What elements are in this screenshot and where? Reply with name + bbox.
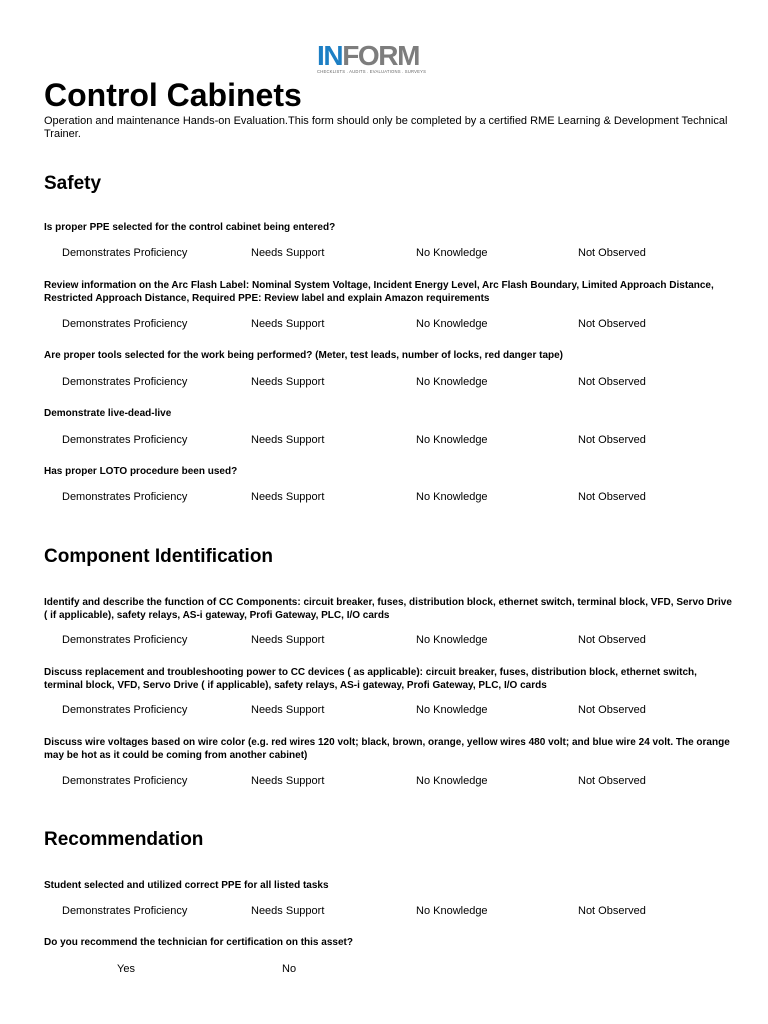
rating-options-row (0, 246, 768, 260)
option-no-knowledge[interactable]: No Knowledge (416, 775, 488, 787)
question-loto-procedure: Has proper LOTO procedure been used? (44, 466, 238, 477)
option-yes[interactable]: Yes (117, 963, 135, 975)
option-needs-support[interactable]: Needs Support (251, 434, 325, 446)
option-not-observed[interactable]: Not Observed (578, 905, 646, 917)
option-needs-support[interactable]: Needs Support (251, 491, 325, 503)
option-needs-support[interactable]: Needs Support (251, 318, 325, 330)
option-no-knowledge[interactable]: No Knowledge (416, 247, 488, 259)
section-heading-safety: Safety (44, 173, 102, 194)
option-not-observed[interactable]: Not Observed (578, 376, 646, 388)
question-live-dead-live: Demonstrate live-dead-live (44, 408, 172, 419)
option-no[interactable]: No (282, 963, 297, 975)
option-no-knowledge[interactable]: No Knowledge (416, 318, 488, 330)
question-wire-voltages: Discuss wire voltages based on wire color (e.g. red wires 120 volt; black, brown, orange, yellow wires 480 volt; and blue wire 24 volt. The orange may be hot as it could be coming from another cabinet) (44, 737, 730, 761)
option-not-observed[interactable]: Not Observed (578, 491, 646, 503)
option-demonstrates-proficiency[interactable]: Demonstrates Proficiency (62, 376, 188, 388)
question-ppe-utilized: Student selected and utilized correct PPE for all listed tasks (44, 880, 329, 891)
logo-wordmark: INFORM (317, 40, 420, 71)
option-needs-support[interactable]: Needs Support (251, 905, 325, 917)
option-no-knowledge[interactable]: No Knowledge (416, 905, 488, 917)
rating-options-row (0, 490, 768, 504)
option-demonstrates-proficiency[interactable]: Demonstrates Proficiency (62, 491, 188, 503)
option-demonstrates-proficiency[interactable]: Demonstrates Proficiency (62, 247, 188, 259)
yes-no-options-row (0, 962, 768, 976)
rating-options-row (0, 774, 768, 788)
question-proper-tools: Are proper tools selected for the work being performed? (Meter, test leads, number of locks, red danger tape) (44, 350, 563, 361)
option-not-observed[interactable]: Not Observed (578, 434, 646, 446)
option-not-observed[interactable]: Not Observed (578, 247, 646, 259)
option-no-knowledge[interactable]: No Knowledge (416, 434, 488, 446)
inform-logo (317, 42, 435, 74)
option-demonstrates-proficiency[interactable]: Demonstrates Proficiency (62, 434, 188, 446)
rating-options-row (0, 904, 768, 918)
option-no-knowledge[interactable]: No Knowledge (416, 491, 488, 503)
option-demonstrates-proficiency[interactable]: Demonstrates Proficiency (62, 905, 188, 917)
option-needs-support[interactable]: Needs Support (251, 376, 325, 388)
question-recommend-certification: Do you recommend the technician for certification on this asset? (44, 937, 353, 948)
option-needs-support[interactable]: Needs Support (251, 704, 325, 716)
option-not-observed[interactable]: Not Observed (578, 318, 646, 330)
rating-options-row (0, 317, 768, 331)
option-not-observed[interactable]: Not Observed (578, 775, 646, 787)
option-needs-support[interactable]: Needs Support (251, 775, 325, 787)
question-replacement-troubleshooting: Discuss replacement and troubleshooting power to CC devices ( as applicable): circuit breaker, fuses, distribution block, ethernet switch, terminal block, VFD, Servo Drive ( if applicable), safety relays, AS-i gateway, Profi Gateway, PLC, I/O cards (44, 667, 697, 691)
option-demonstrates-proficiency[interactable]: Demonstrates Proficiency (62, 775, 188, 787)
question-ppe-selected: Is proper PPE selected for the control cabinet being entered? (44, 222, 336, 233)
logo-tagline: CHECKLISTS . AUDITS . EVALUATIONS . SURVEYS (317, 69, 427, 74)
page-subtitle: Operation and maintenance Hands-on Evaluation.This form should only be completed by a certified RME Learning & Development Technical Trainer. (44, 115, 728, 140)
section-heading-component-identification: Component Identification (44, 546, 274, 567)
option-demonstrates-proficiency[interactable]: Demonstrates Proficiency (62, 634, 188, 646)
option-demonstrates-proficiency[interactable]: Demonstrates Proficiency (62, 704, 188, 716)
option-no-knowledge[interactable]: No Knowledge (416, 376, 488, 388)
rating-options-row (0, 375, 768, 389)
option-needs-support[interactable]: Needs Support (251, 634, 325, 646)
option-no-knowledge[interactable]: No Knowledge (416, 634, 488, 646)
option-demonstrates-proficiency[interactable]: Demonstrates Proficiency (62, 318, 188, 330)
rating-options-row (0, 433, 768, 447)
question-arc-flash-label: Review information on the Arc Flash Label: Nominal System Voltage, Incident Energy Level, Arc Flash Boundary, Limited Approach Distance, Restricted Approach Distance, Required PPE: Review label and explain Amazon requirements (44, 280, 714, 304)
option-needs-support[interactable]: Needs Support (251, 247, 325, 259)
option-not-observed[interactable]: Not Observed (578, 634, 646, 646)
rating-options-row (0, 703, 768, 717)
option-no-knowledge[interactable]: No Knowledge (416, 704, 488, 716)
rating-options-row (0, 633, 768, 647)
section-heading-recommendation: Recommendation (44, 829, 204, 850)
page-title: Control Cabinets (44, 77, 302, 113)
option-not-observed[interactable]: Not Observed (578, 704, 646, 716)
question-identify-components: Identify and describe the function of CC Components: circuit breaker, fuses, distribution block, ethernet switch, terminal block, VFD, Servo Drive ( if applicable), safety relays, AS-i gateway, Profi Gateway, PLC, I/O cards (44, 597, 732, 621)
